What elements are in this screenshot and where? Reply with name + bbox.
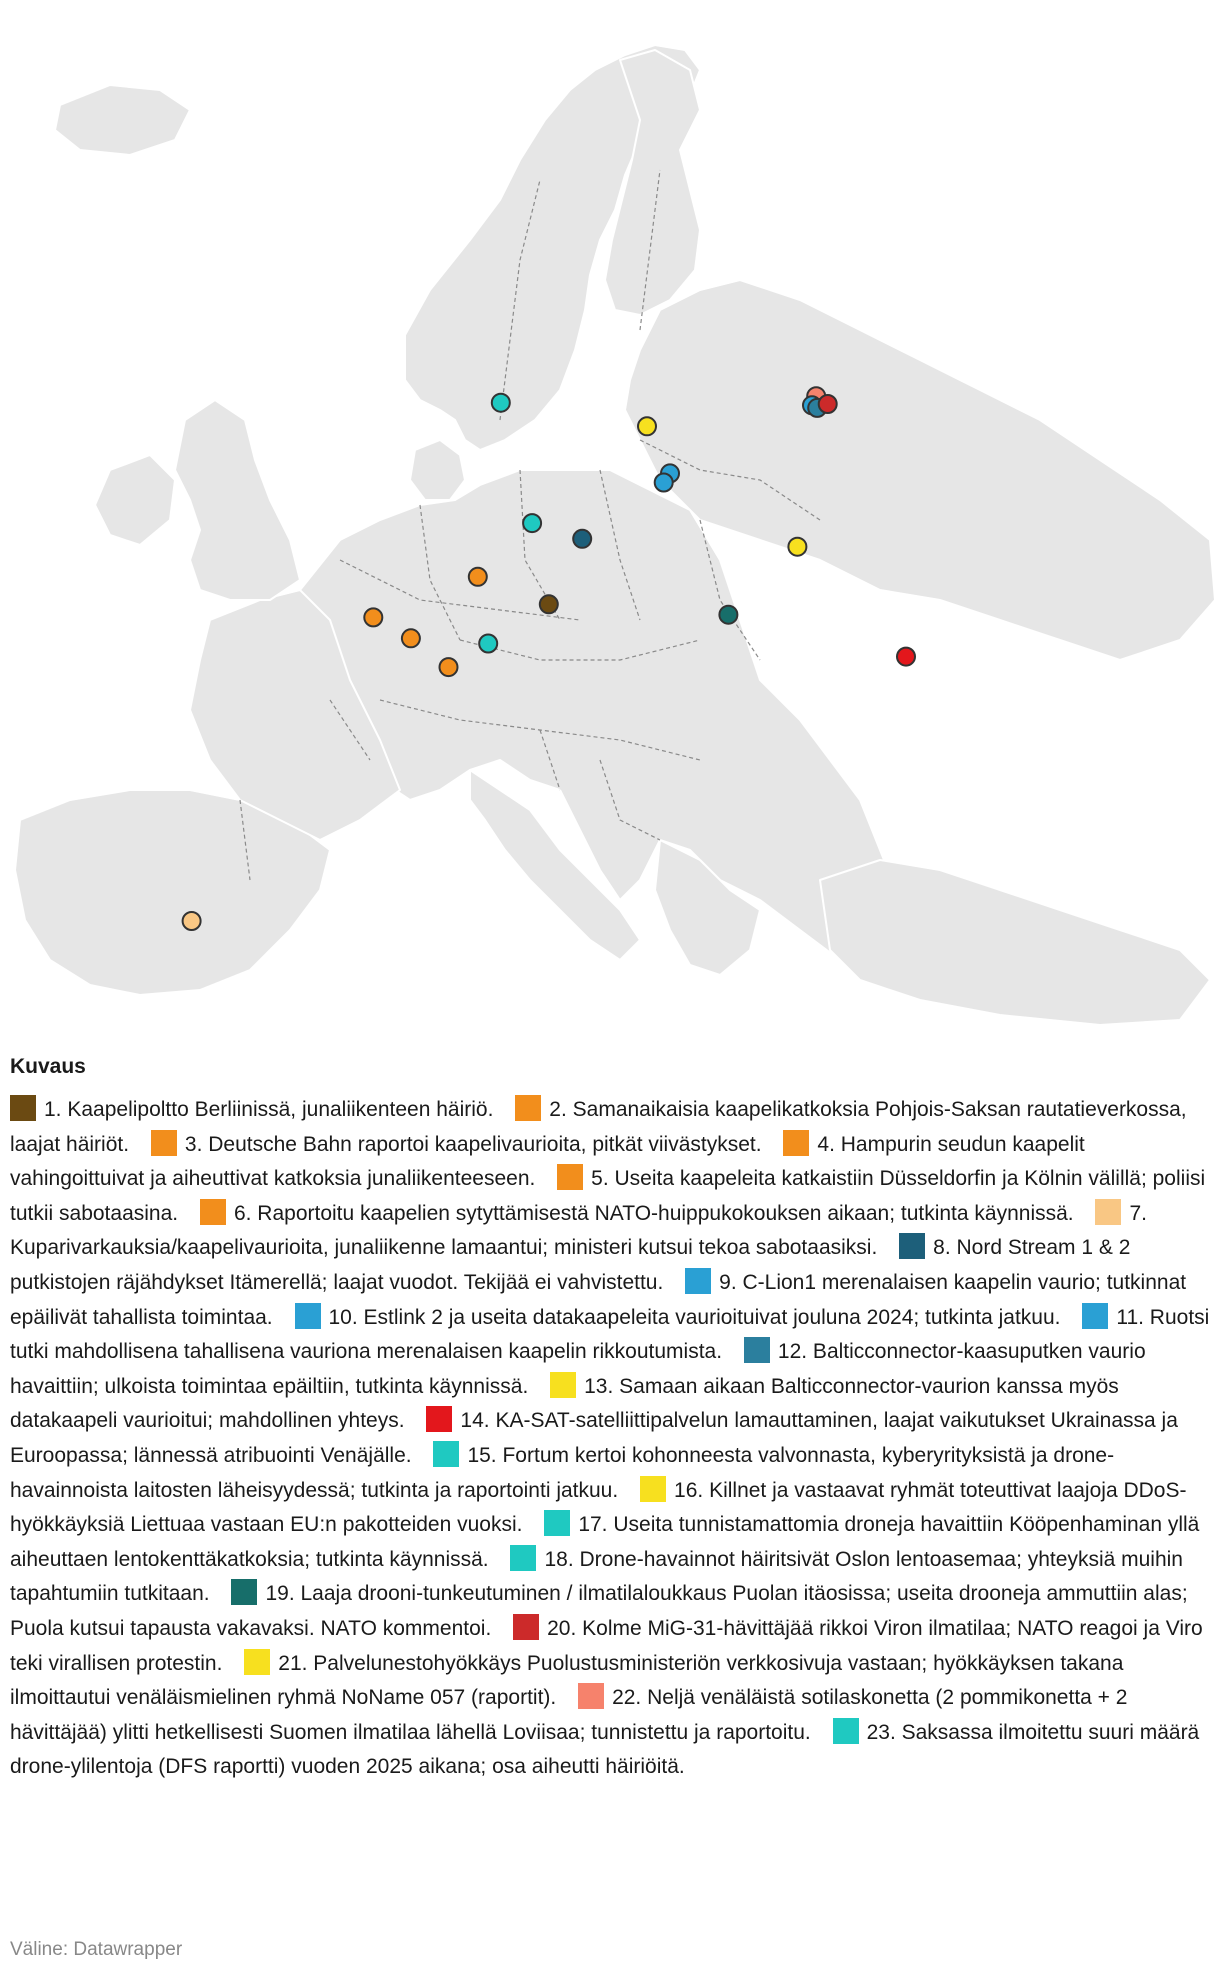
legend-item-text: 13. Samaan aikaan Balticconnector-vaurion kanssa myös datakaapeli vaurioitui; mahdollinen yhteys. [10, 1374, 1119, 1433]
legend-swatch [557, 1164, 583, 1190]
legend-item-text: 12. Balticconnector-kaasuputken vaurio havaittiin; ulkoista toimintaa epäiltiin, tutkinta käynnissä. [10, 1340, 1146, 1398]
map-marker[interactable] [897, 648, 915, 666]
land-denmark [410, 440, 465, 500]
legend-item-text: 5. Useita kaapeleita katkaistiin Düsseldorfin ja Kölnin välillä; poliisi tutkii sabotaasina. [10, 1167, 1206, 1225]
map-marker[interactable] [440, 658, 458, 676]
land-ireland [95, 455, 175, 545]
legend-swatch [433, 1441, 459, 1467]
map-marker[interactable] [540, 595, 558, 613]
legend-item [279, 1306, 1061, 1329]
legend-item-text: 11. Ruotsi tutki mahdollisena tahallisena vauriona merenalaisen kaapelin rikkoutumista. [10, 1305, 1210, 1364]
legend-swatch [578, 1683, 604, 1709]
map-marker[interactable] [523, 514, 541, 532]
legend-swatch [200, 1199, 226, 1225]
map-marker[interactable] [364, 608, 382, 626]
legend-item-text: 9. C-Lion1 merenalaisen kaapelin vaurio; tutkinnat epäilivät tahallista toimintaa. [10, 1270, 1187, 1329]
legend-item-text: 8. Nord Stream 1 & 2 putkistojen räjähdykset Itämerellä; laajat vuodot. Tekijää ei vahvistettu. [10, 1236, 1131, 1294]
legend-item-text: 3. Deutsche Bahn raportoi kaapelivaurioita, pitkät viivästykset. [184, 1132, 762, 1156]
legend-swatch [685, 1268, 711, 1294]
legend-swatch [295, 1303, 321, 1329]
land-turkey [820, 860, 1210, 1025]
legend-item-text: 19. Laaja drooni-tunkeutuminen / ilmatilaloukkaus Puolan itäosissa; useita drooneja ammuttiin alas; Puola kutsui tapausta vakavaksi. NATO kommentoi. [10, 1582, 1188, 1640]
legend-item-text: 18. Drone-havainnot häiritsivät Oslon lentoasemaa; yhteyksiä muihin tapahtumiin tutkitaan. [10, 1547, 1183, 1606]
legend-swatch [1095, 1199, 1121, 1225]
legend-swatch [833, 1718, 859, 1744]
map-marker[interactable] [819, 395, 837, 413]
map-marker[interactable] [638, 417, 656, 435]
map-marker[interactable] [788, 538, 806, 556]
legend [10, 1055, 1210, 1785]
map-marker[interactable] [479, 635, 497, 653]
legend-item-text: 22. Neljä venäläistä sotilaskonetta (2 pommikonetta + 2 hävittäjää) ylitti hetkellisesti Suomen ilmatilaa lähellä Loviisaa; tunnistettu ja raportoitu. [10, 1686, 1128, 1744]
legend-swatch [10, 1095, 36, 1121]
legend-item-text: 23. Saksassa ilmoitettu suuri määrä drone-ylilentoja (DFS raportti) vuoden 2025 aikana; osa aiheutti häiriöitä. [10, 1720, 1200, 1779]
legend-swatch [544, 1510, 570, 1536]
legend-title: Kuvaus [10, 1055, 86, 1078]
legend-swatch [783, 1130, 809, 1156]
legend-item [10, 1098, 493, 1121]
legend-item [184, 1202, 1074, 1225]
legend-item-text: 16. Killnet ja vastaavat ryhmät toteuttivat laajoja DDoS-hyökkäyksiä Liettuaa vastaan EU:n pakotteiden vuoksi. [10, 1478, 1187, 1537]
legend-item-text: 21. Palvelunestohyökkäys Puolustusministeriön verkkosivuja vastaan; hyökkäyksen takana ilmoittautui venäläismielinen ryhmä NoName 057 (raportit). [10, 1651, 1124, 1710]
legend-item-text: 2. Samanaikaisia kaapelikatkoksia Pohjois-Saksan rautatieverkossa, laajat häiriöt. [10, 1098, 1187, 1156]
land-iceland [55, 85, 190, 155]
land-uk [175, 400, 300, 600]
legend-item-text: 15. Fortum kertoi kohonneesta valvonnasta, kyberyrityksistä ja drone-havainnoista laitosten läheisyydessä; tutkinta ja raportointi jatkuu. [10, 1443, 1115, 1502]
map-marker[interactable] [183, 912, 201, 930]
legend-item-text: 4. Hampurin seudun kaapelit vahingoittuivat ja aiheuttivat katkoksia junaliikenteeseen. [10, 1132, 1085, 1191]
source-note: Väline: Datawrapper [10, 1939, 183, 1960]
legend-swatch [640, 1476, 666, 1502]
legend-item-text: 17. Useita tunnistamattomia droneja havaittiin Kööpenhaminan yllä aiheuttaen lentokenttäkatkoksia; tutkinta käynnissä. [10, 1513, 1200, 1571]
legend-swatch [244, 1649, 270, 1675]
legend-item-text: 7. Kuparivarkauksia/kaapelivaurioita, junaliikenne lamaantui; ministeri kutsui tekoa sabotaasiksi. [10, 1201, 1147, 1260]
legend-item [135, 1133, 762, 1156]
legend-swatch [513, 1614, 539, 1640]
map-marker[interactable] [492, 394, 510, 412]
legend-swatch [550, 1372, 576, 1398]
map-marker[interactable] [719, 606, 737, 624]
legend-swatch [151, 1130, 177, 1156]
map-marker[interactable] [655, 474, 673, 492]
legend-item-text: 10. Estlink 2 ja useita datakaapeleita vaurioituivat jouluna 2024; tutkinta jatkuu. [328, 1305, 1061, 1329]
legend-swatch [899, 1233, 925, 1259]
legend-swatch [510, 1545, 536, 1571]
legend-items [10, 1093, 1210, 1785]
legend-swatch [231, 1579, 257, 1605]
legend-item-text: 1. Kaapelipoltto Berliinissä, junaliikenteen häiriö. [44, 1098, 494, 1121]
legend-swatch [426, 1406, 452, 1432]
map-marker[interactable] [469, 568, 487, 586]
legend-item-text: 14. KA-SAT-satelliittipalvelun lamauttaminen, laajat vaikutukset Ukrainassa ja Euroopassa; lännessä atribuointi Venäjälle. [10, 1409, 1178, 1467]
legend-swatch [1082, 1303, 1108, 1329]
map-marker[interactable] [402, 629, 420, 647]
legend-swatch [744, 1337, 770, 1363]
legend-item-text: 6. Raportoitu kaapelien sytyttämisestä NATO-huippukokouksen aikaan; tutkinta käynnissä. [233, 1201, 1074, 1225]
legend-item-text: 20. Kolme MiG-31-hävittäjää rikkoi Viron ilmatilaa; NATO reagoi ja Viro teki virallisen protestin. [10, 1616, 1203, 1675]
map-marker[interactable] [573, 530, 591, 548]
legend-swatch [515, 1095, 541, 1121]
